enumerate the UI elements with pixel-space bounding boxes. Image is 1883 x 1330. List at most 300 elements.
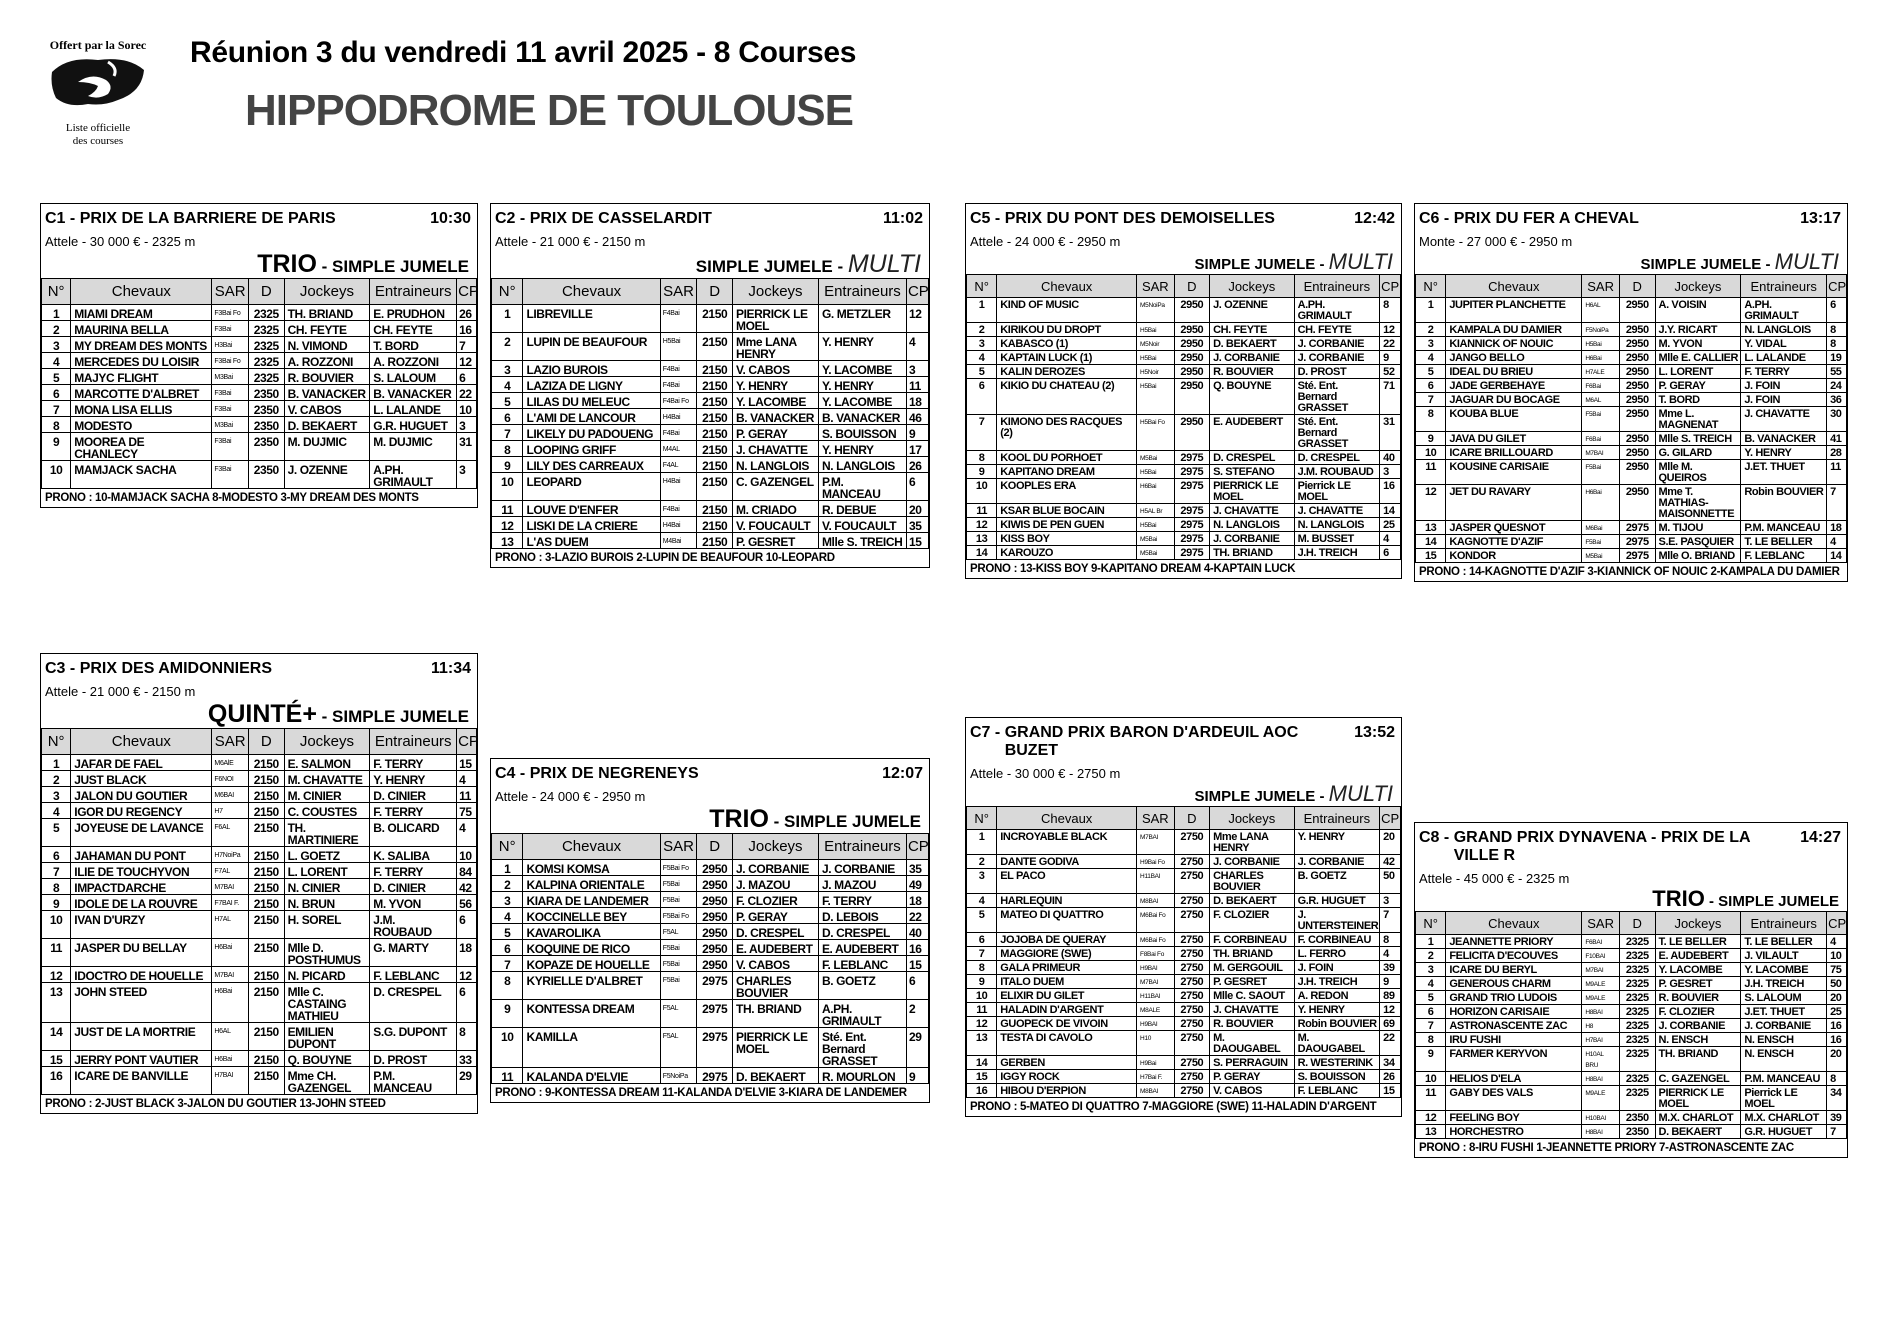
cell-cp: 29 (906, 1028, 928, 1068)
cell-cp: 34 (1380, 1056, 1401, 1070)
column-header-entraineurs: Entraineurs (370, 279, 457, 305)
cell-jockeys: PIERRICK LE MOEL (1655, 1086, 1741, 1111)
cell-entraineurs: Mlle S. TREICH (818, 533, 906, 549)
table-row (967, 504, 1401, 518)
cell-sar: F3Bai Fo (212, 305, 249, 321)
cell-sar: M5Bai (1137, 532, 1175, 546)
table-row (42, 819, 477, 847)
cell-cp: 8 (1380, 298, 1401, 323)
table-row (42, 337, 477, 353)
cell-n: 10 (967, 479, 997, 504)
cell-n: 12 (1416, 485, 1446, 521)
cell-d: 2350 (1619, 1125, 1655, 1139)
cell-entraineurs: F. TERRY (370, 803, 457, 819)
cell-sar: H5Noir (1137, 365, 1175, 379)
race-header (1415, 823, 1847, 869)
cell-entraineurs: J. MAZOU (818, 876, 906, 892)
table-row (492, 972, 929, 1000)
cell-d: 2150 (249, 967, 285, 983)
cell-jockeys: B. VANACKER (284, 385, 370, 401)
table-row (967, 415, 1401, 451)
cell-jockeys: Mlle E. CALLIER (1655, 351, 1741, 365)
cell-entraineurs: F. TERRY (818, 892, 906, 908)
cell-jockeys: PIERRICK LE MOEL (1210, 479, 1295, 504)
cell-sar: H11BAI (1137, 869, 1175, 894)
cell-jockeys: D. BEKAERT (284, 417, 370, 433)
race-code: C5 - (970, 210, 1001, 227)
cell-sar: F4Bai (660, 305, 697, 333)
cell-sar: H6Bai (212, 939, 249, 967)
cell-entraineurs: J. VILAULT (1741, 949, 1827, 963)
race-name: GRAND PRIX DYNAVENA - PRIX DE LA VILLE R (1453, 829, 1751, 864)
cell-d: 2975 (1174, 504, 1209, 518)
table-row (967, 323, 1401, 337)
cell-cp: 46 (906, 409, 928, 425)
bet-multi: MULTI (1328, 781, 1393, 806)
cell-chevaux: JASPER DU BELLAY (71, 939, 212, 967)
cell-n: 10 (42, 461, 71, 489)
cell-entraineurs: Y. LACOMBE (818, 393, 906, 409)
cell-d: 2325 (249, 321, 285, 337)
race-conditions: Attele - 21 000 € - 2150 m (45, 684, 196, 699)
race-conditions: Attele - 45 000 € - 2325 m (1419, 871, 1570, 886)
cell-entraineurs: F. CORBINEAU (1294, 933, 1380, 947)
cell-n: 13 (967, 532, 997, 546)
cell-sar: H5Bai Fo (1137, 415, 1175, 451)
cell-n: 1 (42, 755, 71, 771)
table-row (492, 892, 929, 908)
cell-d: 2325 (1619, 1086, 1655, 1111)
cell-sar: F3Bai (212, 461, 249, 489)
table-row (967, 869, 1401, 894)
cell-cp: 15 (457, 755, 477, 771)
cell-sar: M3Bai (212, 417, 249, 433)
cell-sar: F5AL (660, 1028, 697, 1068)
race-time: 11:34 (430, 660, 471, 677)
cell-chevaux: KALIN DEROZES (997, 365, 1137, 379)
cell-sar: M4AL (660, 441, 697, 457)
cell-entraineurs: A.PH. GRIMAULT (1741, 298, 1827, 323)
cell-jockeys: E. AUDEBERT (1655, 949, 1741, 963)
cell-cp: 8 (1827, 1072, 1847, 1086)
cell-cp: 25 (1380, 518, 1401, 532)
cell-sar: H5Bai (1137, 323, 1175, 337)
table-row (1416, 432, 1847, 446)
cell-d: 2150 (697, 517, 733, 533)
cell-n: 2 (42, 771, 71, 787)
table-row (492, 457, 929, 473)
cell-d: 2950 (1174, 351, 1209, 365)
table-row (1416, 1033, 1847, 1047)
cell-n: 5 (42, 369, 71, 385)
cell-chevaux: JUST DE LA MORTRIE (71, 1023, 212, 1051)
cell-chevaux: GABY DES VALS (1446, 1086, 1582, 1111)
column-header-entraineurs: Entraineurs (370, 729, 457, 755)
cell-d: 2975 (1619, 535, 1655, 549)
cell-sar: M7BAI (1137, 830, 1175, 855)
cell-entraineurs: D. CRESPEL (818, 924, 906, 940)
cell-cp: 16 (1827, 1033, 1847, 1047)
cell-d: 2950 (697, 892, 733, 908)
cell-sar: F8Bai Fo (1137, 947, 1175, 961)
cell-entraineurs: N. LANGLOIS (1741, 323, 1827, 337)
cell-chevaux: JET DU RAVARY (1446, 485, 1582, 521)
cell-n: 2 (492, 333, 523, 361)
cell-sar: H10AL BRU (1582, 1047, 1620, 1072)
cell-d: 2150 (697, 533, 733, 549)
bet-rest: - SIMPLE JUMELE (316, 707, 469, 726)
cell-n: 1 (967, 298, 997, 323)
cell-entraineurs: E. AUDEBERT (818, 940, 906, 956)
column-header-chevaux: Chevaux (71, 729, 212, 755)
cell-chevaux: KONDOR (1446, 549, 1582, 563)
table-row (42, 1067, 477, 1095)
cell-chevaux: JERRY PONT VAUTIER (71, 1051, 212, 1067)
prono: PRONO : 3-LAZIO BUROIS 2-LUPIN DE BEAUFOUR 10-LEOPARD (495, 552, 835, 564)
table-row (967, 518, 1401, 532)
cell-jockeys: P. GERAY (733, 908, 819, 924)
cell-chevaux: MAGGIORE (SWE) (997, 947, 1137, 961)
cell-entraineurs: Robin BOUVIER (1294, 1017, 1380, 1031)
bet-main: TRIO (1652, 886, 1705, 911)
cell-chevaux: JALON DU GOUTIER (71, 787, 212, 803)
cell-jockeys: D. CRESPEL (733, 924, 819, 940)
race-conditions: Attele - 24 000 € - 2950 m (970, 234, 1121, 249)
cell-jockeys: J. CORBANIE (1655, 1019, 1741, 1033)
cell-jockeys: N. CINIER (284, 879, 370, 895)
cell-d: 2325 (1619, 949, 1655, 963)
cell-jockeys: M. CHAVATTE (284, 771, 370, 787)
column-header-jockeys: Jockeys (733, 834, 819, 860)
cell-d: 2950 (1619, 485, 1655, 521)
cell-d: 2150 (697, 501, 733, 517)
cell-d: 2750 (1174, 869, 1209, 894)
bet-rest: SIMPLE JUMELE - (1640, 256, 1775, 273)
table-row (492, 1068, 929, 1084)
cell-jockeys: J. CHAVATTE (1210, 1003, 1295, 1017)
column-header-sar: SAR (1137, 807, 1175, 830)
cell-d: 2150 (249, 1023, 285, 1051)
column-header-d: D (1619, 275, 1655, 298)
cell-jockeys: P. GESRET (733, 533, 819, 549)
cell-jockeys: A. ROZZONI (284, 353, 370, 369)
table-row (1416, 446, 1847, 460)
cell-jockeys: Mlle O. BRIAND (1655, 549, 1741, 563)
cell-d: 2150 (249, 787, 285, 803)
bet-rest: SIMPLE JUMELE - (695, 257, 848, 276)
cell-entraineurs: M. YVON (370, 895, 457, 911)
cell-jockeys: L. LORENT (1655, 365, 1741, 379)
cell-n: 4 (492, 908, 523, 924)
cell-d: 2150 (697, 409, 733, 425)
table-row (42, 983, 477, 1023)
table-row (1416, 298, 1847, 323)
table-row (492, 409, 929, 425)
cell-cp: 12 (906, 305, 928, 333)
cell-d: 2975 (1174, 479, 1209, 504)
cell-sar: M7BAI (1137, 975, 1175, 989)
cell-sar: H6Bai (212, 983, 249, 1023)
cell-n: 5 (967, 908, 997, 933)
cell-cp: 12 (1380, 1003, 1401, 1017)
cell-entraineurs: Y. HENRY (818, 333, 906, 361)
table-row (967, 975, 1401, 989)
table-row (42, 461, 477, 489)
table-row (42, 755, 477, 771)
cell-entraineurs: B. VANACKER (818, 409, 906, 425)
table-row (42, 417, 477, 433)
cell-cp: 9 (906, 1068, 928, 1084)
column-header-chevaux: Chevaux (523, 279, 660, 305)
cell-sar: M9ALE (1582, 977, 1620, 991)
cell-jockeys: P. GERAY (1655, 379, 1741, 393)
cell-d: 2950 (1174, 323, 1209, 337)
column-header-sar: SAR (212, 729, 249, 755)
cell-d: 2350 (1619, 1111, 1655, 1125)
bet-main: TRIO (709, 805, 769, 833)
table-row (492, 425, 929, 441)
cell-sar: H6Bai (212, 1051, 249, 1067)
table-row (42, 369, 477, 385)
cell-n: 12 (42, 967, 71, 983)
cell-cp: 12 (457, 967, 477, 983)
prono: PRONO : 2-JUST BLACK 3-JALON DU GOUTIER 13-JOHN STEED (45, 1098, 386, 1110)
cell-d: 2975 (1174, 546, 1209, 560)
bet-multi: MULTI (1328, 249, 1393, 274)
cell-entraineurs: F. LEBLANC (1294, 1084, 1380, 1098)
cell-cp: 56 (457, 895, 477, 911)
cell-sar: M6AlE (212, 755, 249, 771)
cell-chevaux: KOOPLES ERA (997, 479, 1137, 504)
cell-chevaux: LIKELY DU PADOUENG (523, 425, 660, 441)
column-header-n: N° (1416, 912, 1446, 935)
cell-sar: F6BAI (1582, 935, 1620, 949)
cell-cp: 9 (1380, 975, 1401, 989)
race-time: 13:52 (1354, 724, 1395, 741)
bet-types (966, 250, 1401, 274)
cell-chevaux: KOQUINE DE RICO (523, 940, 660, 956)
cell-entraineurs: R. WESTERINK (1294, 1056, 1380, 1070)
cell-jockeys: F. CLOZIER (733, 892, 819, 908)
column-header-n: N° (492, 279, 523, 305)
cell-entraineurs: D. CINIER (370, 879, 457, 895)
table-row (492, 333, 929, 361)
cell-jockeys: Mlle S. TREICH (1655, 432, 1741, 446)
cell-jockeys: D. BEKAERT (1210, 337, 1295, 351)
cell-cp: 18 (1827, 521, 1847, 535)
cell-cp: 16 (906, 940, 928, 956)
cell-cp: 4 (1827, 535, 1847, 549)
column-header-sar: SAR (1582, 275, 1620, 298)
bet-multi: MULTI (847, 250, 921, 278)
cell-n: 3 (1416, 337, 1446, 351)
race-conditions: Attele - 21 000 € - 2150 m (495, 234, 646, 249)
cell-d: 2950 (1174, 365, 1209, 379)
cell-cp: 22 (1380, 337, 1401, 351)
cell-entraineurs: A.PH. GRIMAULT (370, 461, 457, 489)
cell-d: 2950 (1619, 298, 1655, 323)
cell-sar: H9BAI (1137, 1017, 1175, 1031)
cell-chevaux: JOJOBA DE QUERAY (997, 933, 1137, 947)
cell-d: 2325 (249, 305, 285, 321)
cell-jockeys: Mme CH. GAZENGEL (284, 1067, 370, 1095)
cell-cp: 6 (457, 369, 477, 385)
race-conditions: Attele - 30 000 € - 2750 m (970, 766, 1121, 781)
cell-d: 2325 (1619, 977, 1655, 991)
cell-jockeys: M. CRIADO (733, 501, 819, 517)
cell-sar: F5Bai Fo (660, 908, 697, 924)
cell-chevaux: MY DREAM DES MONTS (71, 337, 212, 353)
column-header-sar: SAR (660, 834, 697, 860)
race-name: PRIX DE NEGRENEYS (529, 765, 699, 782)
cell-sar: H5Bai (1137, 518, 1175, 532)
cell-entraineurs: A.PH. GRIMAULT (1294, 298, 1380, 323)
table-row (967, 908, 1401, 933)
column-header-d: D (697, 834, 733, 860)
cell-entraineurs: A. REDON (1294, 989, 1380, 1003)
cell-d: 2325 (1619, 1033, 1655, 1047)
cell-sar: H6Bai (1137, 479, 1175, 504)
cell-chevaux: KIND OF MUSIC (997, 298, 1137, 323)
table-row (1416, 963, 1847, 977)
cell-sar: F6NOI (212, 771, 249, 787)
table-row (967, 894, 1401, 908)
cell-chevaux: MODESTO (71, 417, 212, 433)
cell-d: 2950 (1619, 337, 1655, 351)
cell-sar: H4Bai (660, 517, 697, 533)
cell-entraineurs: Sté. Ent. Bernard GRASSET (1294, 379, 1380, 415)
table-row (967, 830, 1401, 855)
table-row (967, 532, 1401, 546)
cell-chevaux: KIRIKOU DU DROPT (997, 323, 1137, 337)
cell-n: 4 (967, 894, 997, 908)
cell-jockeys: P. GESRET (1655, 977, 1741, 991)
table-row (967, 365, 1401, 379)
cell-n: 9 (492, 457, 523, 473)
cell-n: 5 (492, 393, 523, 409)
table-row (42, 967, 477, 983)
race-c4 (490, 758, 930, 1103)
cell-jockeys: CHARLES BOUVIER (733, 972, 819, 1000)
cell-n: 9 (967, 975, 997, 989)
cell-entraineurs: J. FOIN (1741, 379, 1827, 393)
prono: PRONO : 10-MAMJACK SACHA 8-MODESTO 3-MY DREAM DES MONTS (45, 492, 419, 504)
cell-entraineurs: A. ROZZONI (370, 353, 457, 369)
cell-entraineurs: J.ET. THUET (1741, 1005, 1827, 1019)
cell-entraineurs: J. CORBANIE (818, 860, 906, 876)
cell-sar: H9Bai Fo (1137, 855, 1175, 869)
column-header-jockeys: Jockeys (1655, 912, 1741, 935)
table-row (42, 433, 477, 461)
table-row (492, 361, 929, 377)
cell-jockeys: TH. BRIAND (284, 305, 370, 321)
cell-entraineurs: R. MOURLON (818, 1068, 906, 1084)
cell-sar: F5NoiPa (1582, 323, 1620, 337)
cell-sar: H11BAI (1137, 989, 1175, 1003)
cell-d: 2150 (249, 771, 285, 787)
cell-entraineurs: T. BORD (370, 337, 457, 353)
cell-jockeys: Mlle D. POSTHUMUS (284, 939, 370, 967)
cell-d: 2750 (1174, 947, 1209, 961)
cell-jockeys: Y. LACOMBE (1655, 963, 1741, 977)
cell-entraineurs: CH. FEYTE (1294, 323, 1380, 337)
cell-sar: F4Bai (660, 377, 697, 393)
cell-cp: 22 (1380, 1031, 1401, 1056)
cell-entraineurs: Y. VIDAL (1741, 337, 1827, 351)
cell-entraineurs: N. LANGLOIS (1294, 518, 1380, 532)
column-header-jockeys: Jockeys (1655, 275, 1741, 298)
cell-d: 2950 (697, 940, 733, 956)
table-row (967, 1084, 1401, 1098)
cell-chevaux: KISS BOY (997, 532, 1137, 546)
bet-types (1415, 887, 1847, 911)
column-header-jockeys: Jockeys (1210, 807, 1295, 830)
cell-entraineurs: P.M. MANCEAU (1741, 521, 1827, 535)
cell-sar: H4Bai (660, 409, 697, 425)
cell-chevaux: JOYEUSE DE LAVANCE (71, 819, 212, 847)
cell-chevaux: LOUVE D'ENFER (523, 501, 660, 517)
cell-n: 11 (967, 1003, 997, 1017)
cell-entraineurs: J. CORBANIE (1294, 855, 1380, 869)
cell-jockeys: M. GERGOUIL (1210, 961, 1295, 975)
cell-d: 2975 (697, 1000, 733, 1028)
table-row (42, 385, 477, 401)
table-row (1416, 460, 1847, 485)
cell-jockeys: TH. BRIAND (733, 1000, 819, 1028)
cell-cp: 7 (1827, 1125, 1847, 1139)
cell-d: 2975 (1619, 549, 1655, 563)
column-header-chevaux: Chevaux (997, 275, 1137, 298)
cell-sar: H6AL (212, 1023, 249, 1051)
cell-chevaux: MARCOTTE D'ALBRET (71, 385, 212, 401)
cell-n: 4 (1416, 351, 1446, 365)
cell-cp: 42 (1380, 855, 1401, 869)
cell-chevaux: MAJYC FLIGHT (71, 369, 212, 385)
cell-n: 6 (42, 385, 71, 401)
column-header-sar: SAR (1137, 275, 1175, 298)
cell-entraineurs: B. GOETZ (818, 972, 906, 1000)
cell-cp: 11 (906, 377, 928, 393)
cell-d: 2750 (1174, 961, 1209, 975)
cell-d: 2150 (697, 441, 733, 457)
cell-jockeys: Y. LACOMBE (733, 393, 819, 409)
cell-d: 2350 (249, 417, 285, 433)
cell-sar: F4Bai (660, 425, 697, 441)
cell-entraineurs: F. TERRY (1741, 365, 1827, 379)
cell-cp: 18 (457, 939, 477, 967)
table-row (492, 393, 929, 409)
cell-sar: H8BAI (1582, 1125, 1620, 1139)
cell-d: 2975 (1174, 465, 1209, 479)
cell-sar: F3Bai (212, 401, 249, 417)
cell-d: 2750 (1174, 1084, 1209, 1098)
race-header (491, 204, 929, 232)
column-header-n: N° (967, 275, 997, 298)
cell-cp: 3 (1380, 894, 1401, 908)
column-header-chevaux: Chevaux (71, 279, 212, 305)
cell-jockeys: N. LANGLOIS (733, 457, 819, 473)
cell-sar: H7BAI (1582, 1033, 1620, 1047)
cell-chevaux: ELIXIR DU GILET (997, 989, 1137, 1003)
cell-entraineurs: Y. LACOMBE (818, 361, 906, 377)
cell-d: 2150 (249, 755, 285, 771)
cell-entraineurs: D. PROST (370, 1051, 457, 1067)
cell-cp: 29 (457, 1067, 477, 1095)
cell-chevaux: KABASCO (1) (997, 337, 1137, 351)
column-header-cp: CP (1380, 807, 1401, 830)
cell-n: 6 (967, 379, 997, 415)
cell-entraineurs: M.X. CHARLOT (1741, 1111, 1827, 1125)
